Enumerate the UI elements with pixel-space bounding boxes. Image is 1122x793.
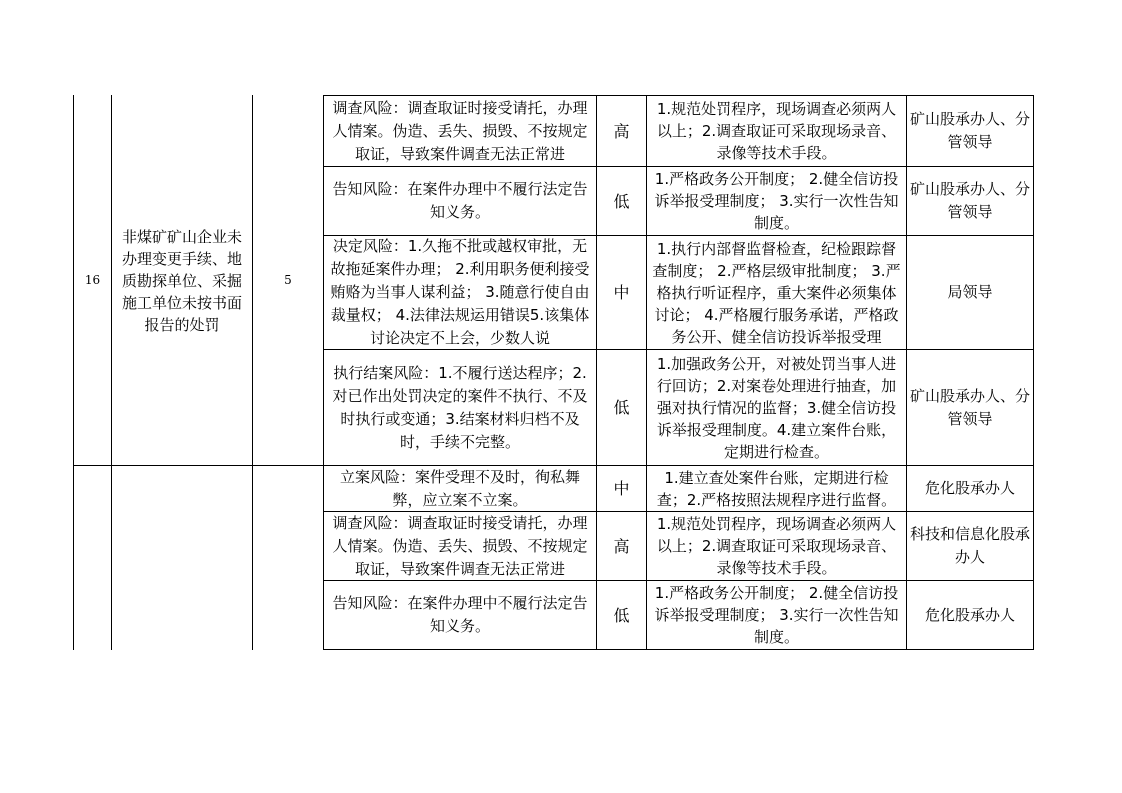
seq-number: 16 <box>84 273 101 287</box>
risk-description: 调查风险：调查取证时接受请托，办理人情案。伪造、丢失、损毁、不按规定取证，导致案件调查无法正常进 <box>332 98 588 163</box>
risk-description: 告知风险：在案件办理中不履行法定告知义务。 <box>332 594 588 635</box>
control-measure: 1.执行内部督监督检查，纪检跟踪督查制度； 2.严格层级审批制度； 3.严格执行听证程序，重大案件必须集体讨论； 4.严格履行服务承诺，严格政务公开、健全信访投诉举报受理 <box>652 239 901 346</box>
risk-level: 低 <box>613 605 630 625</box>
responsible-person: 危化股承办人 <box>924 605 1015 624</box>
risk-level: 中 <box>613 283 630 302</box>
responsible-person: 矿山股承办人、分管领导 <box>910 386 1031 428</box>
risk-description: 立案风险：案件受理不及时，徇私舞弊，应立案不立案。 <box>339 467 580 509</box>
control-measure: 1.规范处罚程序，现场调查必须两人以上；2.调查取证可采取现场录音、录像等技术手段。 <box>656 515 897 577</box>
risk-description: 告知风险：在案件办理中不履行法定告知义务。 <box>332 180 588 221</box>
responsible-person: 矿山股承办人、分管领导 <box>910 180 1031 221</box>
risk-description: 调查风险：调查取证时接受请托，办理人情案。伪造、丢失、损毁、不按规定取证，导致案件调查无法正常进 <box>332 513 588 578</box>
risk-level: 低 <box>613 191 630 211</box>
risk-level: 低 <box>613 398 630 417</box>
risk-level: 高 <box>613 121 630 141</box>
item-name: 非煤矿矿山企业未办理变更手续、地质勘探单位、采掘施工单位未按书面报告的处罚 <box>121 227 242 334</box>
risk-description: 执行结案风险：1.不履行送达程序；2.对已作出处罚决定的案件不执行、不及时执行或变通；3.结案材料归档不及时，手续不完整。 <box>332 363 588 451</box>
risk-description: 决定风险：1.久拖不批或越权审批，无故拖延案件办理； 2.利用职务便利接受贿赂为当事人谋利益； 3.随意行使自由裁量权； 4.法律法规运用错误5.该集体讨论决定不上会，少数人说 <box>330 237 590 347</box>
control-measure: 1.严格政务公开制度； 2.健全信访投诉举报受理制度； 3.实行一次性告知制度。 <box>654 170 899 232</box>
responsible-person: 矿山股承办人、分管领导 <box>910 110 1031 151</box>
risk-level: 高 <box>613 536 630 556</box>
responsible-person: 局领导 <box>947 283 993 301</box>
control-measure: 1.加强政务公开，对被处罚当事人进行回访；2.对案卷处理进行抽查，加强对执行情况的监督；3.健全信访投诉举报受理制度。4.建立案件台账，定期进行检查。 <box>656 354 897 461</box>
grid-line <box>323 649 1034 650</box>
responsible-person: 科技和信息化股承办人 <box>910 525 1031 566</box>
grid-line <box>1033 95 1034 650</box>
responsible-person: 危化股承办人 <box>924 479 1015 497</box>
risk-count: 5 <box>284 273 292 287</box>
control-measure: 1.建立查处案件台账，定期进行检查；2.严格按照法规程序进行监督。 <box>656 468 897 509</box>
risk-level: 中 <box>613 479 630 498</box>
control-measure: 1.规范处罚程序，现场调查必须两人以上；2.调查取证可采取现场录音、录像等技术手段。 <box>656 100 897 162</box>
control-measure: 1.严格政务公开制度； 2.健全信访投诉举报受理制度； 3.实行一次性告知制度。 <box>654 584 899 646</box>
